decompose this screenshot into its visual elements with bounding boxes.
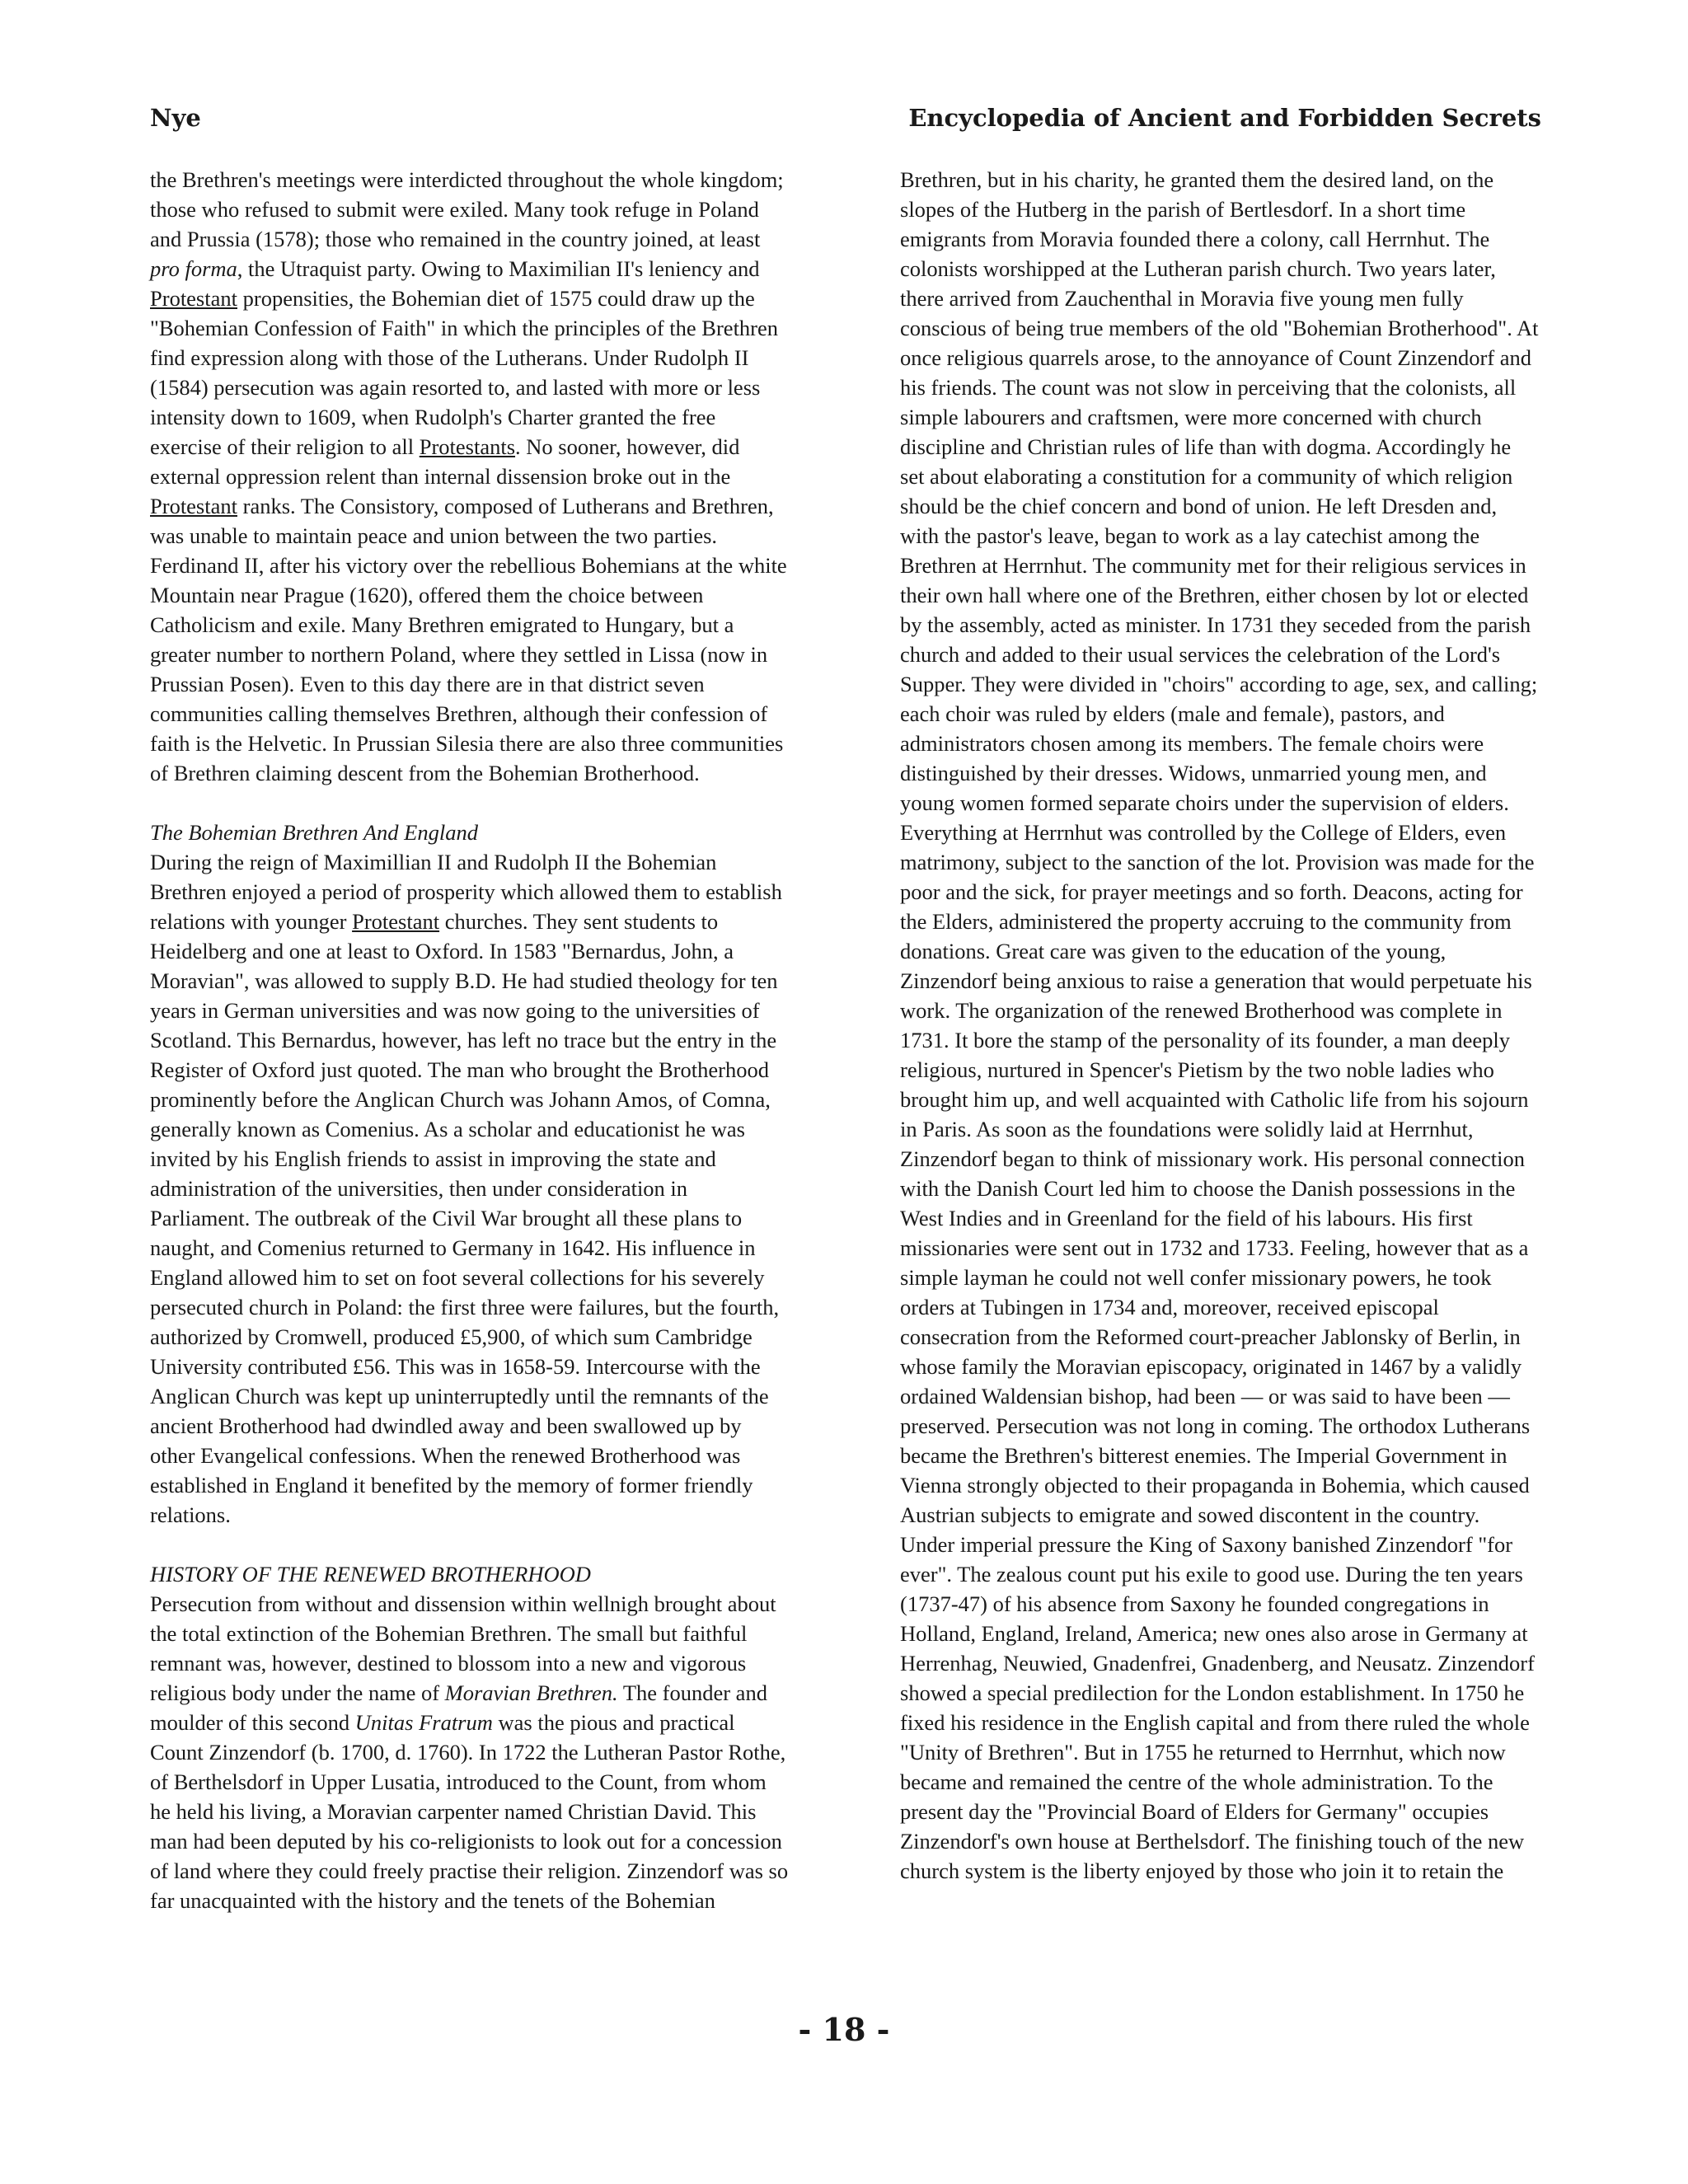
protestant-link[interactable]: Protestant [352,909,440,934]
text-run: . No sooner, however, did external oppression relent than internal dissension broke out in the [150,434,740,489]
left-column [150,165,789,1915]
paragraph-renewed-brotherhood [150,1589,789,1915]
text-run: During the reign of Maximillian II and Rudolph II the Bohemian Brethren enjoyed a period of prosperity which allowed them to establish relations with younger [150,850,782,934]
section-heading-bohemian-brethren-england: The Bohemian Brethren And England [150,820,478,845]
page-number: - 18 - [798,2011,890,2048]
protestant-link[interactable]: Protestant [150,494,237,518]
protestant-link[interactable]: Protestant [150,286,237,311]
text-run: was the pious and practical Count Zinzendorf (b. 1700, d. 1760). In 1722 the Lutheran Pastor Rothe, of Berthelsdorf in Upper Lusatia, introduced to the Count, from whom he held his living, a Moravian carpenter named Christian David. This man had been deputed by his co-religionists to look out for a concession of land where they could freely practise their religion. Zinzendorf was so far unacquainted with the history and the tenets of the Bohemian [150,1710,789,1913]
paragraph-brethren-england [150,847,789,1530]
italic-term: Unitas Fratrum [354,1710,493,1735]
paragraph-herrnhut-history: Brethren, but in his charity, he granted them the desired land, on the slopes of the Hutberg in the parish of Bertlesdorf. In a short time emigrants from Moravia founded there a colony, call Herrnhut. The colonists worshipped at the Lutheran parish church. Two years later, there arrived from Zauchenthal in Moravia five young men fully conscious of being true members of the old "Bohemian Brotherhood". At once religious quarrels arose, to the annoyance of Count Zinzendorf and his friends. The count was not slow in perceiving that the colonists, all simple labourers and craftsmen, were more concerned with church discipline and Christian rules of life than with dogma. Accordingly he set about elaborating a constitution for a community of which religion should be the chief concern and bond of union. He left Dresden and, with the pastor's leave, began to work as a lay catechist among the Brethren at Herrnhut. The community met for their religious services in their own hall where one of the Brethren, either chosen by lot or elected by the assembly, acted as minister. In 1731 they seceded from the parish church and added to their usual services the celebration of the Lord's Supper. They were divided in "choirs" according to age, sex, and calling; each choir was ruled by elders (male and female), pastors, and administrators chosen among its members. The female choirs were distinguished by their dresses. Widows, unmarried young men, and young women formed separate choirs under the supervision of elders. Everything at Herrnhut was controlled by the College of Elders, even matrimony, subject to the sanction of the lot. Provision was made for the poor and the sick, for prayer meetings and so forth. Deacons, acting for the Elders, administered the property accruing to the community from donations. Great care was given to the education of the young, Zinzendorf being anxious to raise a generation that would perpetuate his work. The organization of the renewed Brotherhood was complete in 1731. It bore the stamp of the personality of its founder, a man deeply religious, nurtured in Spencer's Pietism by the two noble ladies who brought him up, and well acquainted with Catholic life from his sojourn in Paris. As soon as the foundations were solidly laid at Herrnhut, Zinzendorf began to think of missionary work. His personal connection with the Danish Court led him to choose the Danish possessions in the West Indies and in Greenland for the field of his labours. His first missionaries were sent out in 1732 and 1733. Feeling, however that as a simple layman he could not well confer missionary powers, he took orders at Tubingen in 1734 and, moreover, received episcopal consecration from the Reformed court-preacher Jablonsky of Berlin, in whose family the Moravian episcopacy, originated in 1467 by a validly ordained Waldensian bishop, had been — or was said to have been — preserved. Persecution was not long in coming. The orthodox Lutherans became the Brethren's bitterest enemies. The Imperial Government in Vienna strongly objected to their propaganda in Bohemia, which caused Austrian subjects to emigrate and sowed discontent in the country. Under imperial pressure the King of Saxony banished Zinzendorf "for ever". The zealous count put his exile to good use. During the ten years (1737-47) of his absence from Saxony he founded congregations in Holland, England, Ireland, America; new ones also arose in Germany at Herrenhag, Neuwied, Gnadenfrei, Gnadenberg, and Neusatz. Zinzendorf showed a special predilection for the London establishment. In 1750 he fixed his residence in the English capital and from there ruled the whole "Unity of Brethren". But in 1755 he returned to Herrnhut, which now became and remained the centre of the whole administration. To the present day the "Provincial Board of Elders for Germany" occupies Zinzendorf's own house at Berthelsdorf. The finishing touch of the new church system is the liberty enjoyed by those who join it to retain the [900,167,1539,1883]
header-book-title: Encyclopedia of Ancient and Forbidden Secrets [908,104,1541,132]
italic-term: Moravian Brethren. [444,1680,618,1705]
section-heading-renewed-brotherhood: HISTORY OF THE RENEWED BROTHERHOOD [150,1562,591,1586]
italic-term: pro forma [150,256,237,281]
text-run: the Brethren's meetings were interdicted throughout the whole kingdom; those who refused to submit were exiled. Many took refuge in Poland and Prussia (1578); those who remained in the country joined, at least [150,167,784,251]
paragraph-gap [150,1530,789,1559]
text-run: churches. They sent students to Heidelberg and one at least to Oxford. In 1583 "Bernardus, John, a Moravian", was allowed to supply B.D. He had studied theology for ten years in German universities and was now going to the universities of Scotland. This Bernardus, however, has left no trace but the entry in the Register of Oxford just quoted. The man who brought the Brotherhood prominently before the Anglican Church was Johann Amos, of Comna, generally known as Comenius. As a scholar and educationist he was invited by his English friends to assist in improving the state and administration of the universities, then under consideration in Parliament. The outbreak of the Civil War brought all these plans to naught, and Comenius returned to Germany in 1642. His influence in England allowed him to set on foot several collections for his severely persecuted church in Poland: the first three were failures, but the fourth, authorized by Cromwell, produced £5,900, of which sum Cambridge University contributed £56. This was in 1658-59. Intercourse with the Anglican Church was kept up uninterruptedly until the remnants of the ancient Brotherhood had dwindled away and been swallowed up by other Evangelical confessions. When the renewed Brotherhood was established in England it benefited by the memory of former friendly relations. [150,909,780,1527]
text-run: propensities, the Bohemian diet of 1575 could draw up the "Bohemian Confession of Faith" in which the principles of the Brethren find expression along with those of the Lutherans. Under Rudolph II (1584) persecution was again resorted to, and lasted with more or less intensity down to 1609, when Rudolph's Charter granted the free exercise of their religion to all [150,286,779,459]
paragraph-bohemian-persecution [150,165,789,788]
paragraph-gap [150,788,789,818]
protestants-link[interactable]: Protestants [419,434,516,459]
right-column [900,165,1539,1886]
text-run: The founder and moulder of this second [150,1680,767,1735]
text-run: , the Utraquist party. Owing to Maximilian II's leniency and [237,256,760,281]
header-author: Nye [150,104,201,132]
running-header [150,97,1541,138]
text-run: ranks. The Consistory, composed of Lutherans and Brethren, was unable to maintain peace and union between the two parties. Ferdinand II, after his victory over the rebellious Bohemians at the white Mountain near Prague (1620), offered them the choice between Catholicism and exile. Many Brethren emigrated to Hungary, but a greater number to northern Poland, where they settled in Lissa (now in Prussian Posen). Even to this day there are in that district seven communities calling themselves Brethren, although their confession of faith is the Helvetic. In Prussian Silesia there are also three communities of Brethren claiming descent from the Bohemian Brotherhood. [150,494,787,785]
text-run: Persecution from without and dissension within wellnigh brought about the total extinction of the Bohemian Brethren. The small but faithful remnant was, however, destined to blossom into a new and vigorous religious body under the name of [150,1591,776,1705]
